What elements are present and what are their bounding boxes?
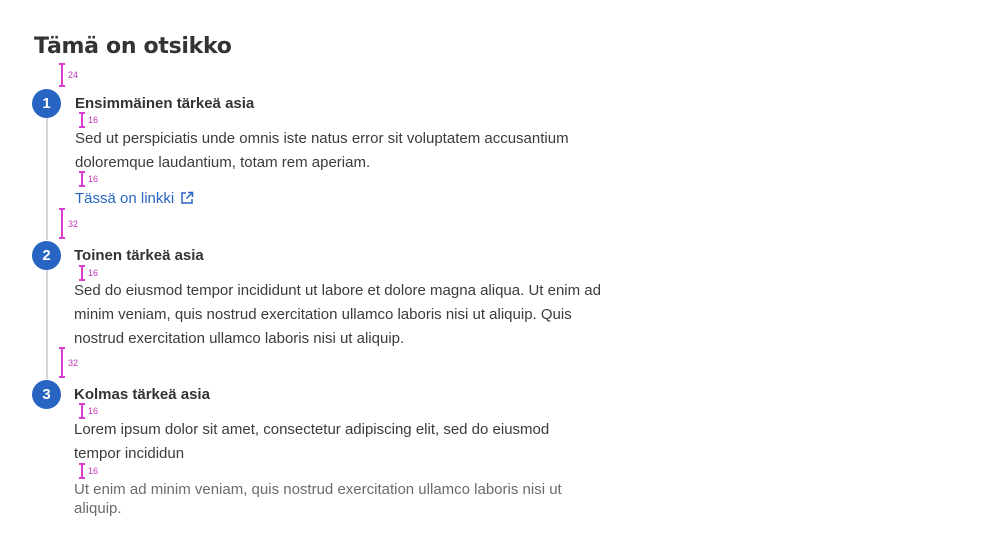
spacing-label: 32 (68, 358, 79, 368)
spacing-label: 24 (68, 70, 79, 80)
step-rail (46, 269, 48, 379)
step-secondary-text: Ut enim ad minim veniam, quis nostrud exercitation ullamco laboris nisi ut aliquip. (74, 481, 562, 517)
spacing-annotation (81, 403, 83, 419)
spacing-annotation (61, 208, 63, 239)
spacing-label: 16 (88, 268, 99, 278)
step-number-badge: 3 (32, 380, 61, 409)
spacing-annotation (61, 347, 63, 378)
link-label: Tässä on linkki (75, 190, 175, 207)
step-rail (46, 117, 48, 240)
step-number-badge: 1 (32, 89, 61, 118)
step-heading: Kolmas tärkeä asia (74, 386, 210, 403)
external-link-icon (180, 191, 194, 209)
spacing-annotation (61, 63, 63, 87)
spacing-label: 16 (88, 115, 99, 125)
page-title: Tämä on otsikko (34, 34, 232, 59)
step-text: Sed do eiusmod tempor incididunt ut labore et dolore magna aliqua. Ut enim ad minim veniam, quis nostrud exercitation ullamco laboris nisi ut aliquip. Quis nostrud exercitation ullamco laboris nisi ut aliquip. (74, 282, 601, 347)
step-heading: Ensimmäinen tärkeä asia (75, 95, 255, 112)
spacing-annotation (81, 112, 83, 128)
step-number-badge: 2 (32, 241, 61, 270)
external-link[interactable] (75, 190, 194, 209)
step-heading: Toinen tärkeä asia (74, 247, 204, 264)
step-text: Lorem ipsum dolor sit amet, consectetur adipiscing elit, sed do eiusmod tempor incididun (74, 421, 550, 462)
step-text: Sed ut perspiciatis unde omnis iste natus error sit voluptatem accusantium doloremque laudantium, totam rem aperiam. (75, 130, 569, 171)
spacing-label: 16 (88, 174, 99, 184)
spacing-label: 32 (68, 219, 79, 229)
spacing-label: 16 (88, 466, 99, 476)
spacing-label: 16 (88, 406, 99, 416)
